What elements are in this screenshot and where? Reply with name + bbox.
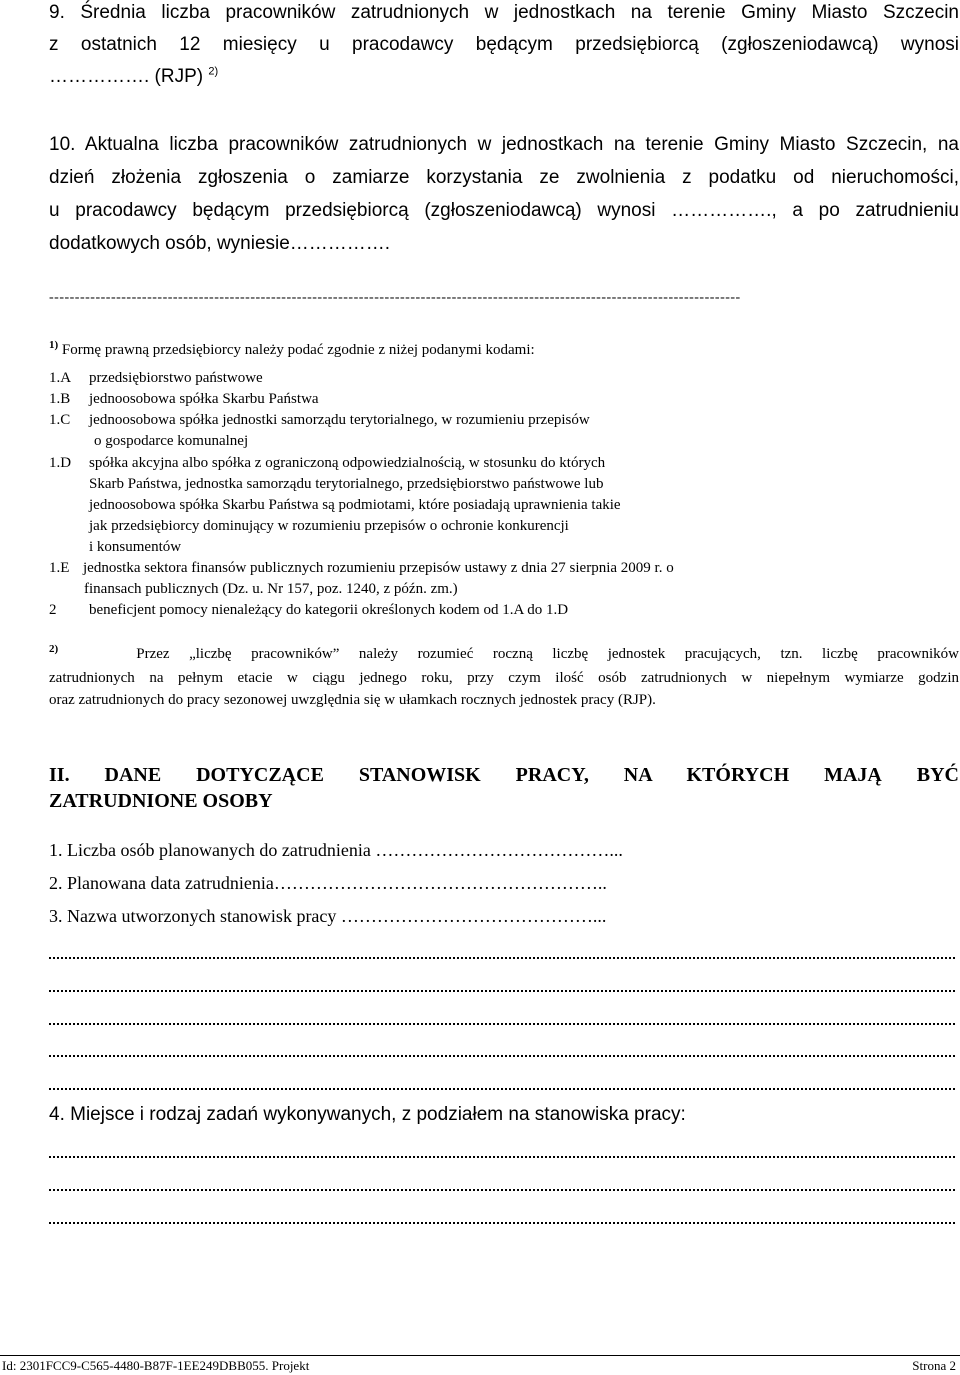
footnote1-item-1d-cont3: jak przedsiębiorcy dominujący w rozumieniu przepisów o ochronie konkurencji [89, 518, 569, 534]
dotted-fill-line [49, 1220, 955, 1224]
footnote2-line3: oraz zatrudnionych do pracy sezonowej uwzględnia się w ułamkach rocznych jednostek pracy (RJP). [49, 692, 656, 708]
dotted-fill-line [49, 1053, 955, 1057]
section10-line1: 10. Aktualna liczba pracowników zatrudnionych w jednostkach na terenie Gminy Miasto Szczecin, na [49, 134, 959, 155]
footnote1-item-2: 2 beneficjent pomocy nienależący do kategorii określonych kodem od 1.A do 1.D [49, 602, 569, 618]
dotted-fill-line [49, 955, 955, 959]
field-planned-employees: 1. Liczba osób planowanych do zatrudnienia …………………………………... [49, 840, 623, 860]
footnote1-item-1c: 1.C jednoosobowa spółka jednostki samorządu terytorialnego, w rozumieniu przepisów [49, 412, 590, 428]
footnote1-intro: $^{1)}$ Formę prawną przedsiębiorcy należy podać zgodnie z niżej podanymi kodami: [49, 339, 535, 358]
footnote2-line2: zatrudnionych na pełnym etacie w ciągu jednego roku, przy czym ilość osób zatrudnionych w niepełnym wymiarze godzin [49, 670, 959, 686]
field-positions-name: 3. Nazwa utworzonych stanowisk pracy ……………………………………... [49, 906, 607, 926]
footnote1-item-1d-cont2: jednoosobowa spółka Skarbu Państwa są podmiotami, które posiadają uprawnienia takie [89, 497, 621, 513]
dotted-fill-line [49, 1021, 955, 1025]
footer-page-number: Strona 2 [912, 1358, 956, 1373]
section10-line3: u pracodawcy będącym przedsiębiorcą (zgłoszeniodawcą) wynosi ……………., a po zatrudnieniu [49, 200, 959, 221]
section2-heading-line2: ZATRUDNIONE OSOBY [49, 790, 273, 812]
dotted-fill-line [49, 1154, 955, 1158]
section10-line4: dodatkowych osób, wyniesie……………. [49, 233, 391, 254]
footer-document-id: Id: 2301FCC9-C565-4480-B87F-1EE249DBB055. Projekt [2, 1358, 310, 1373]
dotted-fill-line [49, 988, 955, 992]
footnote1-item-1e: 1.E jednostka sektora finansów publicznych rozumieniu przepisów ustawy z dnia 27 sierpnia 2009 r. o [49, 560, 674, 576]
footnote1-item-1c-cont: o gospodarce komunalnej [94, 433, 249, 449]
footnote1-item-1d-cont4: i konsumentów [89, 539, 182, 555]
section9-line2: z ostatnich 12 miesięcy u pracodawcy będącym przedsiębiorcą (zgłoszeniodawcą) wynosi [49, 34, 959, 55]
separator-line: -------------------------------------------------------------------------------------------------------------------------------------- [49, 290, 741, 305]
footnote2-line1: $^{2)}$ Przez „liczbę pracowników” należy rozumieć roczną liczbę jednostek pracujących, tzn. liczbę pracowników [49, 643, 960, 662]
section9-line3: ……………. (RJP) $^{2)}$ [49, 65, 219, 87]
footnote1-item-1d-cont1: Skarb Państwa, jednostka samorządu terytorialnego, przedsiębiorstwo państwowe lub [89, 476, 604, 492]
footnote1-item-1a: 1.A przedsiębiorstwo państwowe [49, 370, 263, 386]
field-workplace-tasks: 4. Miejsce i rodzaj zadań wykonywanych, z podziałem na stanowiska pracy: [49, 1104, 686, 1125]
page-footer [0, 1355, 960, 1375]
dotted-fill-line [49, 1086, 955, 1090]
footnote1-item-1b: 1.B jednoosobowa spółka Skarbu Państwa [49, 391, 319, 407]
section2-heading-line1: II. DANE DOTYCZĄCE STANOWISK PRACY, NA KTÓRYCH MAJĄ BYĆ [49, 764, 959, 786]
section10-line2: dzień złożenia zgłoszenia o zamiarze korzystania ze zwolnienia z podatku od nieruchomości, [49, 167, 959, 188]
dotted-fill-line [49, 1187, 955, 1191]
section9-line1: 9. Średnia liczba pracowników zatrudnionych w jednostkach na terenie Gminy Miasto Szczecin [49, 2, 959, 23]
footnote1-item-1e-cont: finansach publicznych (Dz. u. Nr 157, poz. 1240, z późn. zm.) [84, 581, 458, 597]
footnote1-item-1d: 1.D spółka akcyjna albo spółka z ograniczoną odpowiedzialnością, w stosunku do których [49, 455, 606, 471]
field-planned-date: 2. Planowana data zatrudnienia……………………………………………….. [49, 873, 607, 893]
